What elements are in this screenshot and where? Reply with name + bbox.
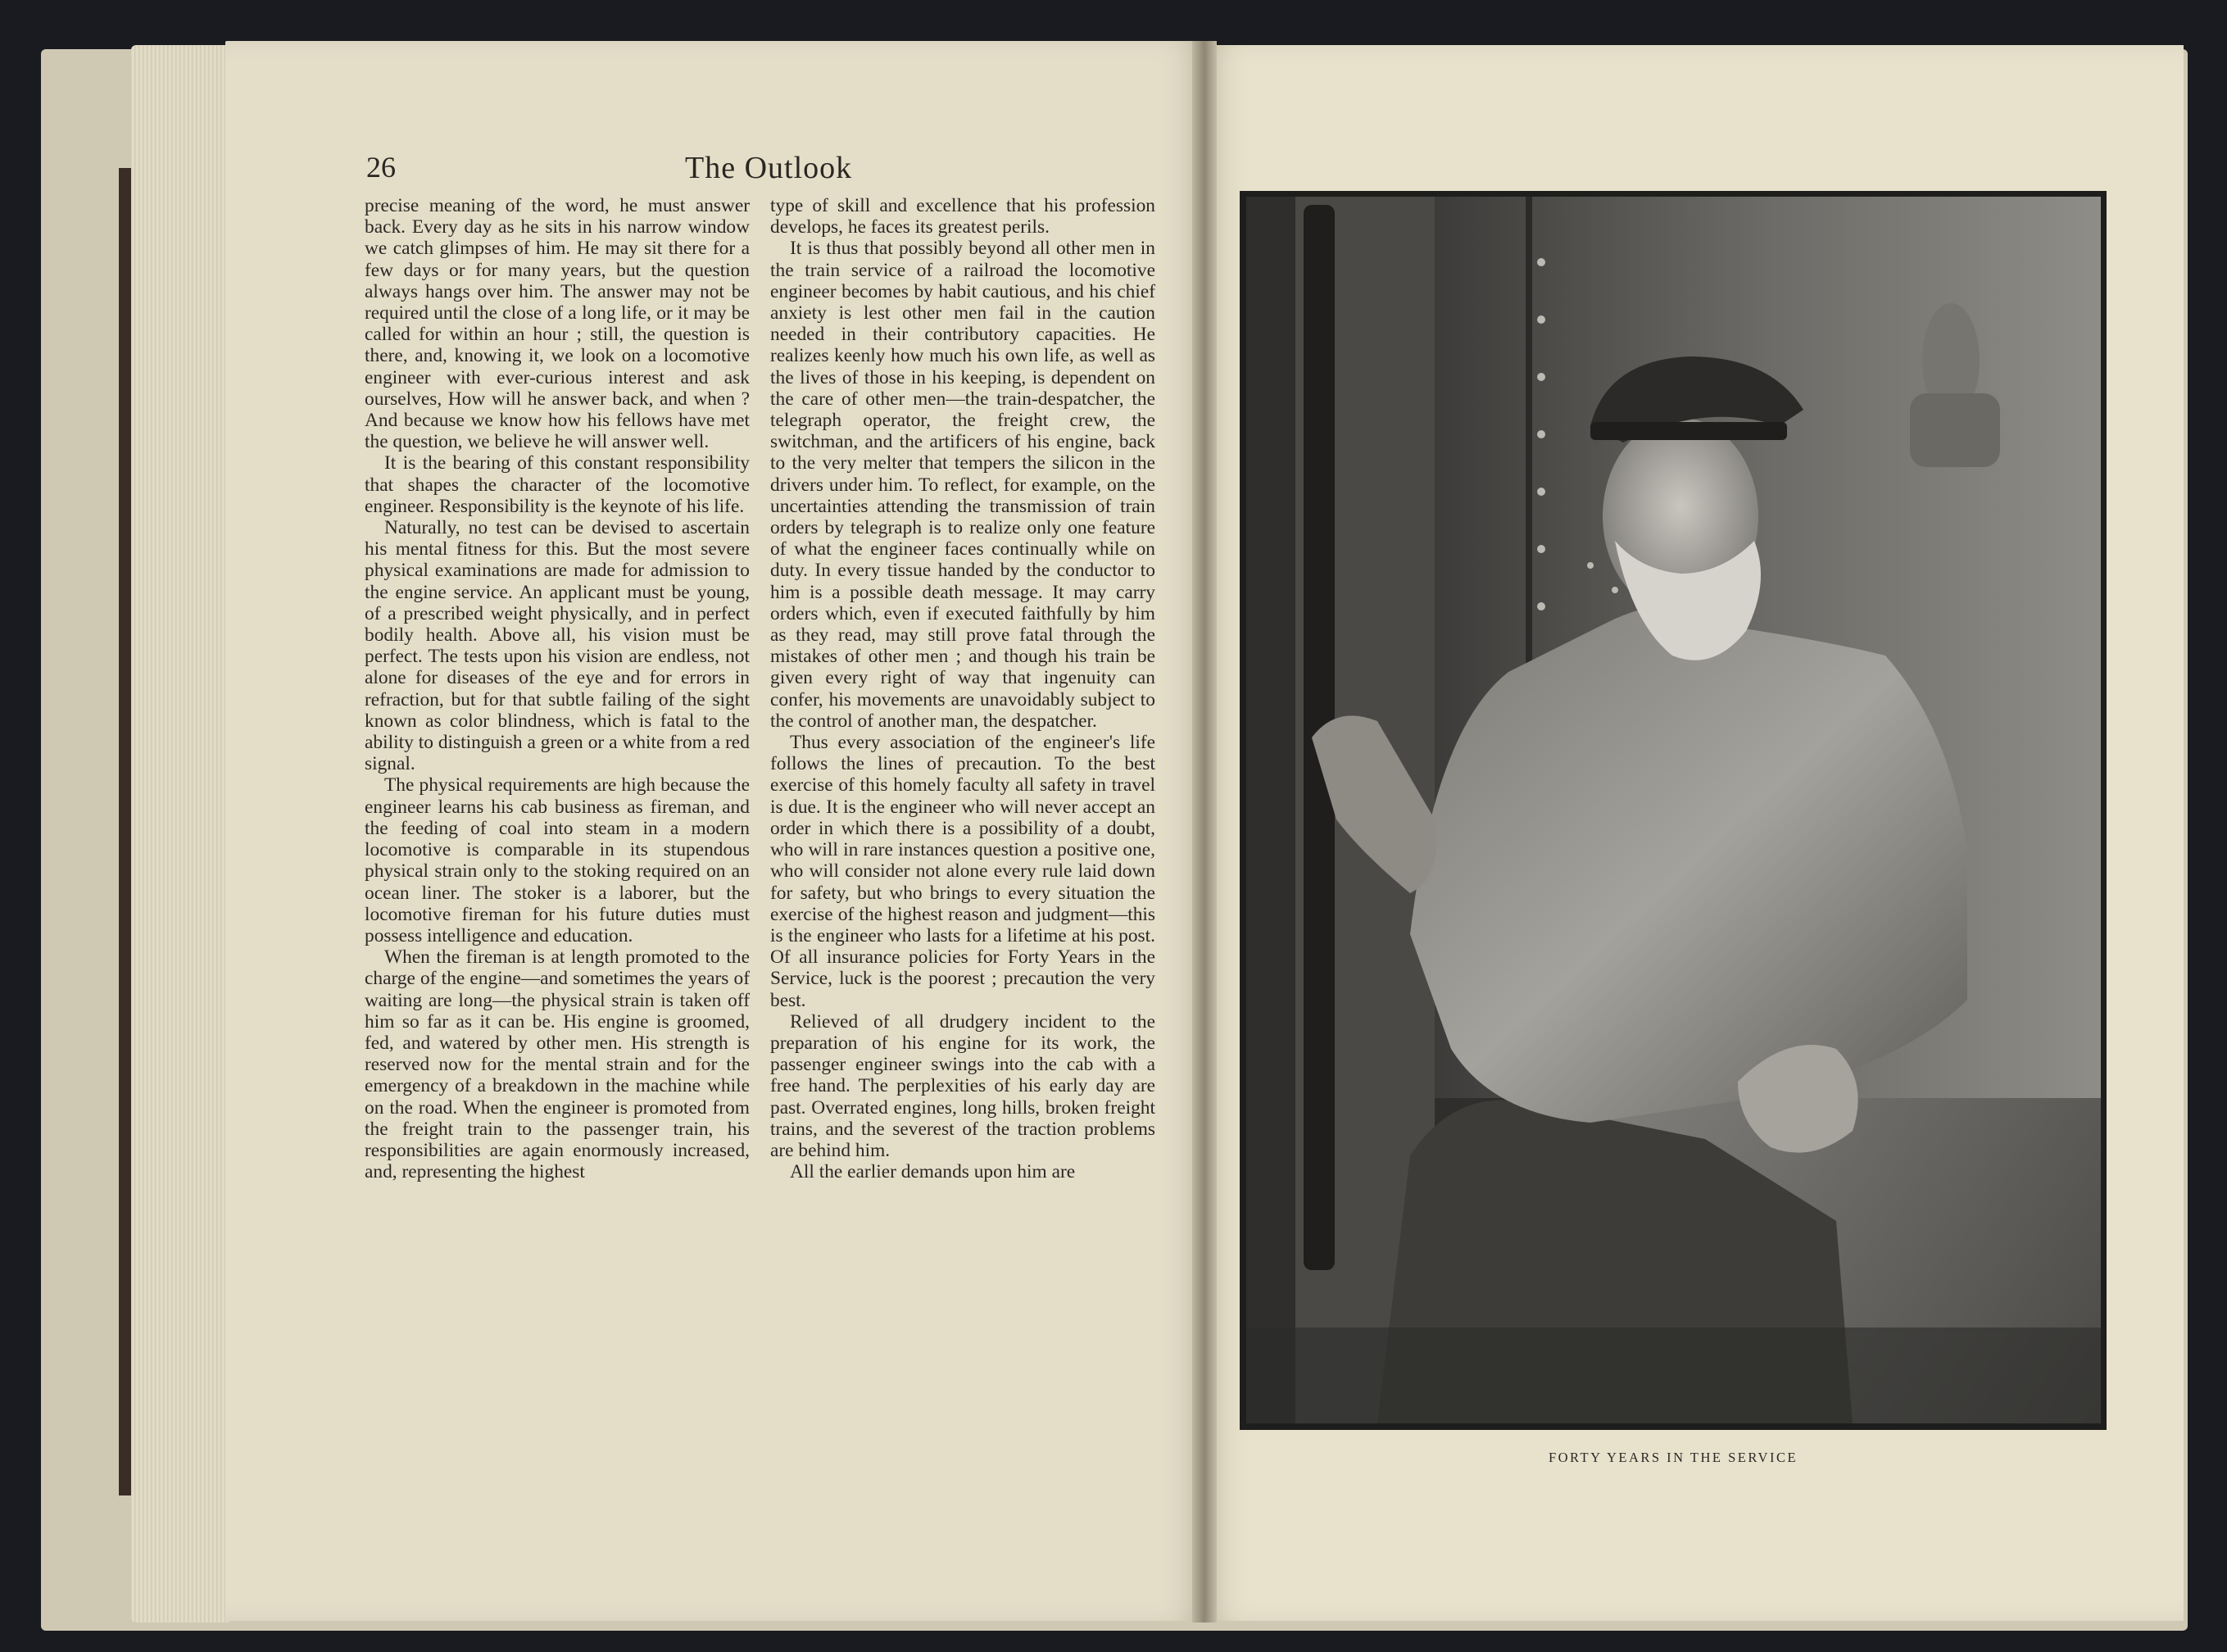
paragraph: When the fireman is at length promoted to the charge of the engine—and sometimes the years of waiting are long—the physical strain is taken off him so far as it can be. His engine is groomed, fed, and watered by other men. His strength is reserved now for the mental strain and for the emergency of a breakdown in the machine while on the road. When the engineer is promoted from the freight train to the passenger train, his responsibilities are again enormously increased, and, representing the highest [365,946,750,1183]
text-column-left [365,195,750,1182]
paragraph: The physical requirements are high because the engineer learns his cab business as fireman, and the feeding of coal into steam in a modern locomotive is comparable in its stupendous physical strain only to the stoking required on an ocean liner. The stoker is a laborer, but the locomotive fireman for his future duties must possess intelligence and education. [365,774,750,946]
page-edges [131,45,229,1622]
paragraph: Thus every association of the engineer's life follows the lines of precaution. To the best exercise of this homely faculty all safety in travel is due. It is the engineer who will never accept an order in which there is a possibility of a doubt, who will in rare instances question a positive one, who will consider not alone every rule laid down for safety, but who brings to every situation the exercise of the highest reason and judgment—this is the engineer who lasts for a lifetime at his post. Of all insurance policies for Forty Years in the Service, luck is the poorest ; precaution the very best. [770,732,1155,1011]
page-number: 26 [366,151,396,184]
paragraph: All the earlier demands upon him are [790,1161,1076,1183]
paragraph: It is the bearing of this constant responsibility that shapes the character of the locomotive engineer. Responsibility is the keynote of his life. [365,452,750,517]
paragraph: Naturally, no test can be devised to ascertain his mental fitness for this. But the most severe physical examinations are made for admission to the engine service. An applicant must be young, of a prescribed weight physically, and in perfect bodily health. Above all, his vision must be perfect. The tests upon his vision are endless, not alone for diseases of the eye and for errors in refraction, but for that subtle failing of the sight known as color blindness, which is fatal to the ability to distinguish a green or a white from a red signal. [365,517,750,775]
photo-caption: FORTY YEARS IN THE SERVICE [1548,1450,1798,1465]
engineer-photograph [1246,197,2101,1423]
paragraph: It is thus that possibly beyond all other men in the train service of a railroad the locomotive engineer becomes by habit cautious, and his chief anxiety is lest other men fail in the caution needed in their contributory capacities. He realizes keenly how much his own life, as well as the lives of those in his keeping, is dependent on the care of other men—the train-despatcher, the telegraph operator, the freight crew, the switchman, and the artificers of his engine, back to the very melter that tempers the silicon in the drivers under him. To reflect, for example, on the uncertainties attending the transmission of train orders by telegraph is to realize only one feature of what the engineer faces continually while on duty. In every tissue handed by the conductor to him is a possible death message. It may carry orders which, even if executed faithfully by him as they read, may still prove fatal through the mistakes of other men ; and though his train be given every right of way that ingenuity can confer, his movements are unavoidably subject to the control of another man, the despatcher. [770,238,1155,732]
paragraph: type of skill and excellence that his profession develops, he faces its greatest perils. [770,195,1155,238]
paragraph: precise meaning of the word, he must answer back. Every day as he sits in his narrow window we catch glimpses of him. He may sit there for a few days or for many years, but the question always hangs over him. The answer may not be required until the close of a long life, or it may be called for within an hour ; still, the question is there, and, knowing it, we look on a locomotive engineer with ever-curious interest and ask ourselves, How will he answer back, and when ? And because we know how his fellows have met the question, we believe he will answer well. [365,195,750,453]
running-title: The Outlook [685,151,853,185]
paragraph: Relieved of all drudgery incident to the preparation of his engine for its work, the passenger engineer swings into the cab with a free hand. The perplexities of his early day are past. Overrated engines, long hills, broken freight trains, and the severest of the traction problems are behind him. [770,1010,1155,1161]
book-gutter [1192,41,1217,1622]
text-column-right [770,195,1155,1182]
